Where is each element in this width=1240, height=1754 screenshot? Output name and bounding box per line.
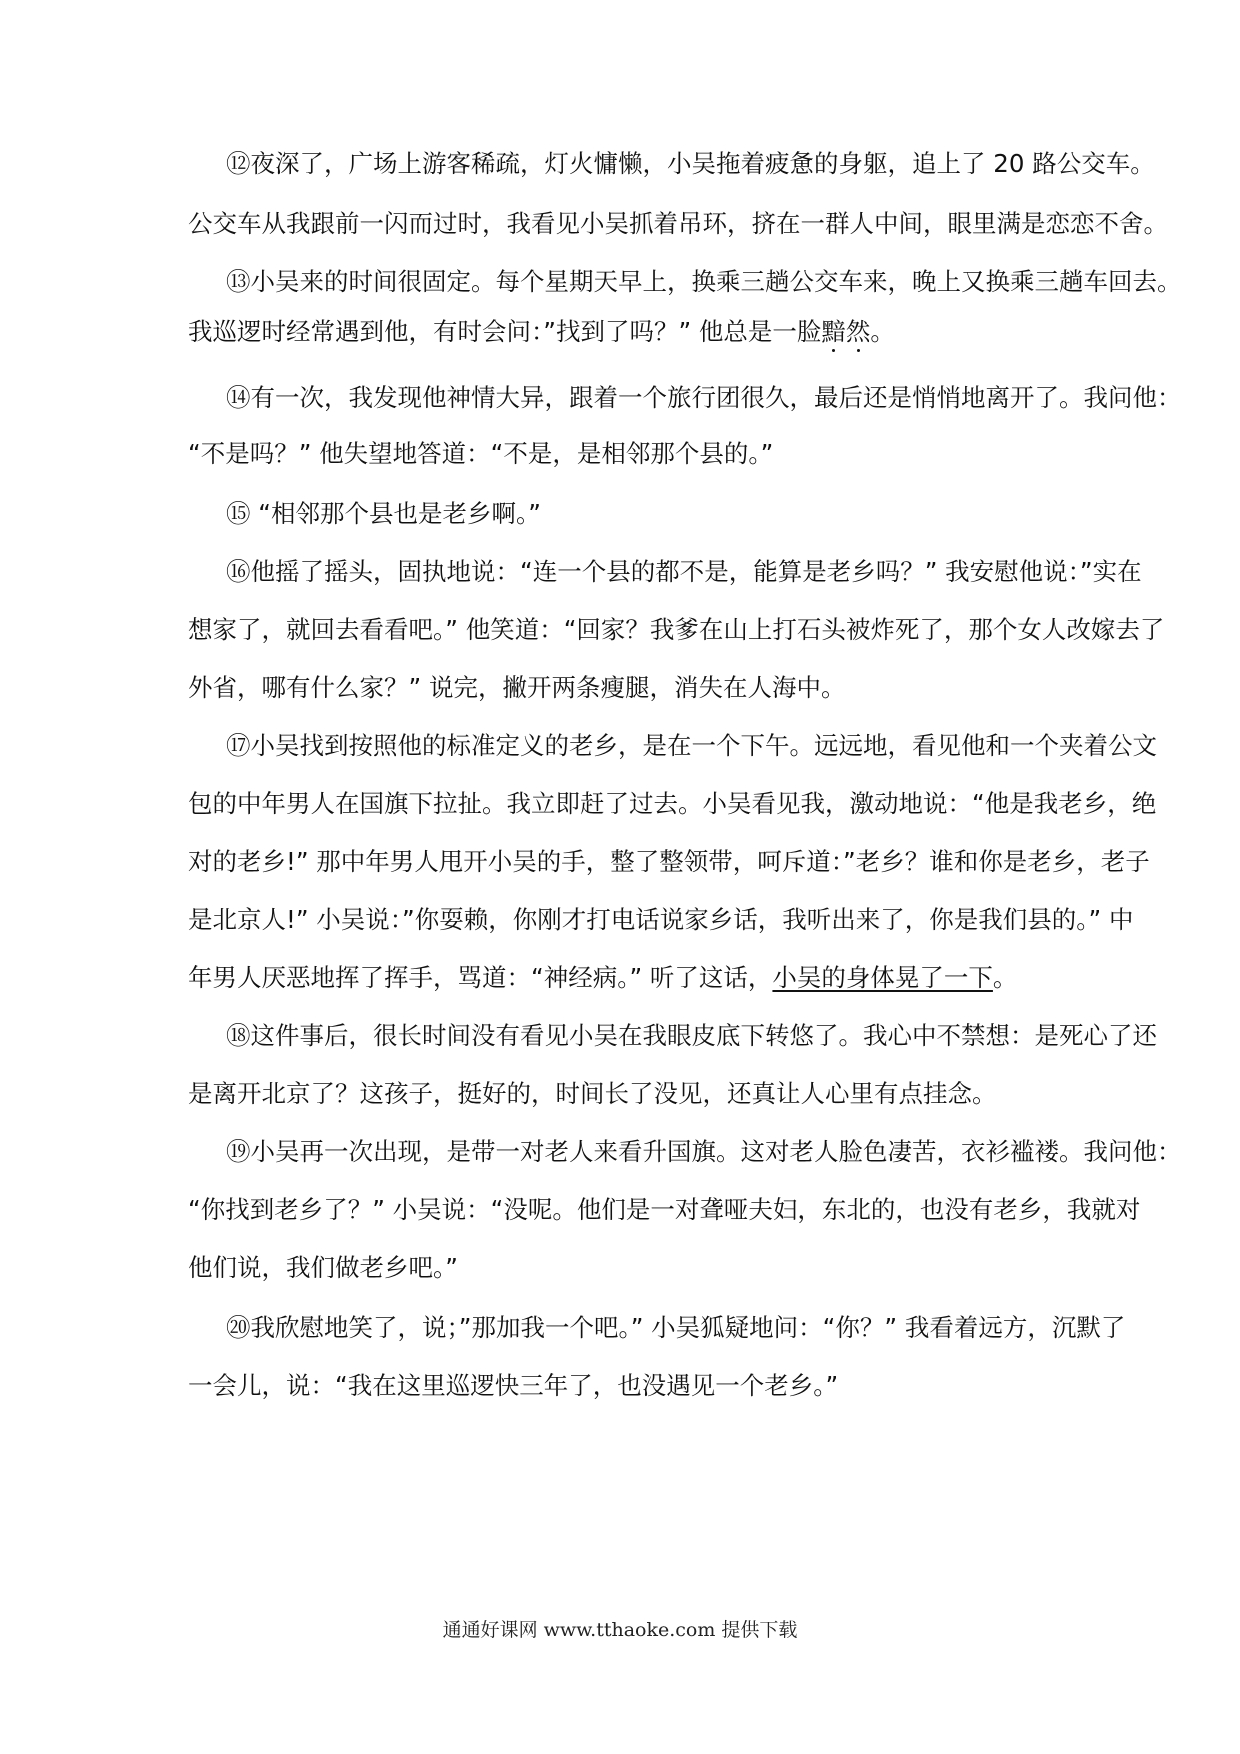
paragraph-17-line-3: 对的老乡!” 那中年男人甩开小吴的手，整了整领带，呵斥道：”老乡？谁和你是老乡，老子 — [188, 847, 1150, 876]
paragraph-14-line-2: “不是吗？” 他失望地答道：“不是，是相邻那个县的。” — [188, 439, 774, 468]
paragraph-14-line-1: ⑭有一次，我发现他神情大异，跟着一个旅行团很久，最后还是悄悄地离开了。我问他： — [226, 383, 1182, 412]
paragraph-12-line-1: ⑫夜深了，广场上游客稀疏，灯火慵懒，小吴拖着疲惫的身躯，追上了 20 路公交车。 — [226, 149, 1155, 178]
paragraph-13-line-2-end: 。 — [870, 317, 895, 346]
emphasis-dot-char: 黯 — [821, 317, 846, 346]
paragraph-18-line-1: ⑱这件事后，很长时间没有看见小吴在我眼皮底下转悠了。我心中不禁想：是死心了还 — [226, 1021, 1157, 1050]
paragraph-18-line-2: 是离开北京了？这孩子，挺好的，时间长了没见，还真让人心里有点挂念。 — [188, 1079, 997, 1108]
paragraph-12-line-2: 公交车从我跟前一闪而过时，我看见小吴抓着吊环，挤在一群人中间，眼里满是恋恋不舍。 — [188, 209, 1168, 238]
paragraph-17-line-5-text: 年男人厌恶地挥了挥手，骂道：“神经病。” 听了这话， — [188, 963, 773, 992]
paragraph-17-line-4: 是北京人!” 小吴说：”你耍赖，你刚才打电话说家乡话，我听出来了，你是我们县的。” 中 — [188, 905, 1134, 934]
paragraph-20-line-1: ⑳我欣慰地笑了，说；”那加我一个吧。” 小吴狐疑地问：“你？” 我看着远方，沉默了 — [226, 1313, 1126, 1342]
paragraph-19-line-1: ⑲小吴再一次出现，是带一对老人来看升国旗。这对老人脸色凄苦，衣衫褴褛。我问他： — [226, 1137, 1182, 1166]
paragraph-19-line-2: “你找到老乡了？” 小吴说：“没呢。他们是一对聋哑夫妇，东北的，也没有老乡，我就对 — [188, 1195, 1141, 1224]
paragraph-13-line-2-text: 我巡逻时经常遇到他，有时会问：”找到了吗？” 他总是一脸 — [188, 317, 822, 346]
paragraph-16-line-1: ⑯他摇了摇头，固执地说：“连一个县的都不是，能算是老乡吗？” 我安慰他说：”实在 — [226, 557, 1142, 586]
emphasis-dot-char: 然 — [845, 317, 871, 346]
paragraph-19-line-3: 他们说，我们做老乡吧。” — [188, 1253, 458, 1282]
paragraph-17-line-1: ⑰小吴找到按照他的标准定义的老乡，是在一个下午。远远地，看见他和一个夹着公文 — [226, 731, 1157, 760]
paragraph-17-line-2: 包的中年男人在国旗下拉扯。我立即赶了过去。小吴看见我，激动地说：“他是我老乡，绝 — [188, 789, 1157, 818]
page-footer: 通通好课网 www.tthaoke.com 提供下载 — [442, 1619, 798, 1641]
paragraph-17-line-5 — [188, 960, 1058, 996]
paragraph-16-line-2: 想家了，就回去看看吧。” 他笑道：“回家？我爹在山上打石头被炸死了，那个女人改嫁去了 — [188, 615, 1165, 644]
paragraph-20-line-2: 一会儿，说：“我在这里巡逻快三年了，也没遇见一个老乡。” — [188, 1371, 839, 1400]
paragraph-13-line-2 — [188, 314, 1058, 350]
paragraph-15-line-1: ⑮ “相邻那个县也是老乡啊。” — [226, 499, 541, 528]
underlined-sentence: 小吴的身体晃了一下 — [772, 963, 993, 992]
paragraph-13-line-1: ⑬小吴来的时间很固定。每个星期天早上，换乘三趟公交车来，晚上又换乘三趟车回去。 — [226, 267, 1182, 296]
paragraph-16-line-3: 外省，哪有什么家？” 说完，撇开两条瘦腿，消失在人海中。 — [188, 673, 846, 702]
paragraph-17-line-5-end: 。 — [992, 963, 1018, 992]
